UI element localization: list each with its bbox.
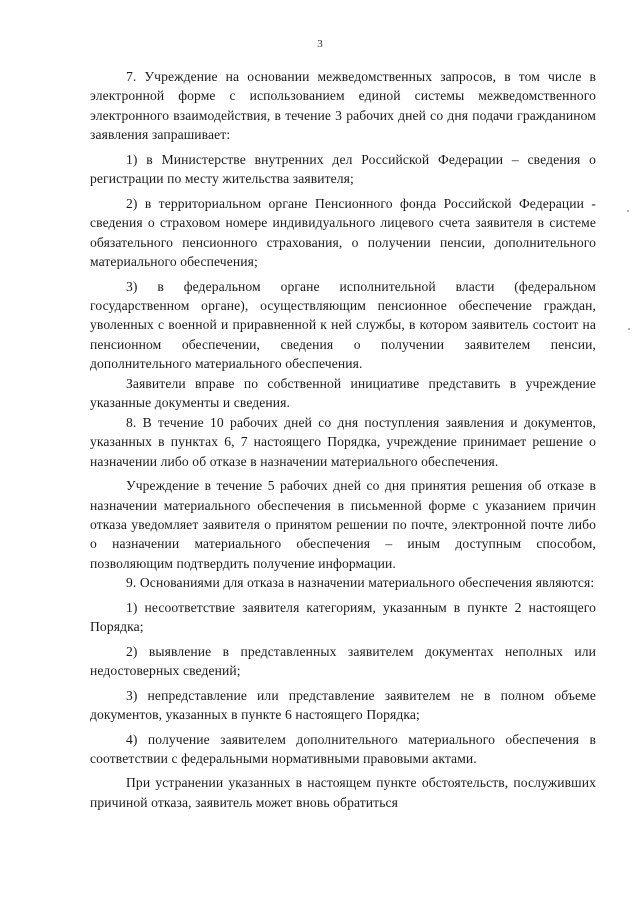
scan-speck xyxy=(627,210,629,212)
paragraph: 1) несоответствие заявителя категориям, указанным в пункте 2 настоящего Порядка; xyxy=(90,599,596,635)
paragraph: 4) получение заявителем дополнительного материального обеспечения в соответствии с федеральными нормативными правовыми актами. xyxy=(90,731,596,766)
paragraph: Заявители вправе по собственной инициативе представить в учреждение указанные документы и сведения. xyxy=(90,375,596,411)
page-number: 3 xyxy=(317,38,323,50)
scan-speck xyxy=(628,328,630,330)
paragraph: 2) выявление в представленных заявителем документах неполных или недостоверных сведений; xyxy=(90,643,596,679)
paragraph: 3) непредставление или представление заявителем не в полном объеме документов, указанных в пункте 6 настоящего Порядка; xyxy=(90,687,596,723)
paragraph: 2) в территориальном органе Пенсионного фонда Российской Федерации - сведения о страховом номере индивидуального лицевого счета заявителя в системе обязательного пенсионного страхования, о получении пенсии, дополнительного материального обеспечения; xyxy=(90,195,596,270)
paragraph: При устранении указанных в настоящем пункте обстоятельств, послуживших причиной отказа, заявитель может вновь обратиться xyxy=(90,775,596,810)
paragraph: 7. Учреждение на основании межведомственных запросов, в том числе в электронной форме с использованием единой системы межведомственного электронного взаимодействия, в течение 3 рабочих дней со дня подачи гражданином заявления запрашивает: xyxy=(90,69,596,143)
paragraph: 3) в федеральном органе исполнительной власти (федеральном государственном органе), осуществляющим пенсионное обеспечение граждан, уволенных с военной и приравненной к ней службы, в котором заявитель состоит на пенсионном обеспечении, сведения о получении заявителем пенсии, дополнительного материального обеспечения. xyxy=(90,278,596,372)
paragraph: 8. В течение 10 рабочих дней со дня поступления заявления и документов, указанных в пунктах 6, 7 настоящего Порядка, учреждение принимает решение о назначении либо об отказе в назначении материального обеспечения. xyxy=(90,414,596,469)
paragraph: 1) в Министерстве внутренних дел Российской Федерации – сведения о регистрации по месту жительства заявителя; xyxy=(90,151,596,187)
document-body xyxy=(90,67,596,812)
paragraph: Учреждение в течение 5 рабочих дней со дня принятия решения об отказе в назначении материального обеспечения в письменной форме с указанием причин отказа уведомляет заявителя о принятом решении по почте, электронной почте либо о назначении материального обеспечения – иным доступным способом, позволяющим подтвердить получение информации. xyxy=(90,478,596,571)
paragraph: 9. Основаниями для отказа в назначении материального обеспечения являются: xyxy=(126,575,595,591)
